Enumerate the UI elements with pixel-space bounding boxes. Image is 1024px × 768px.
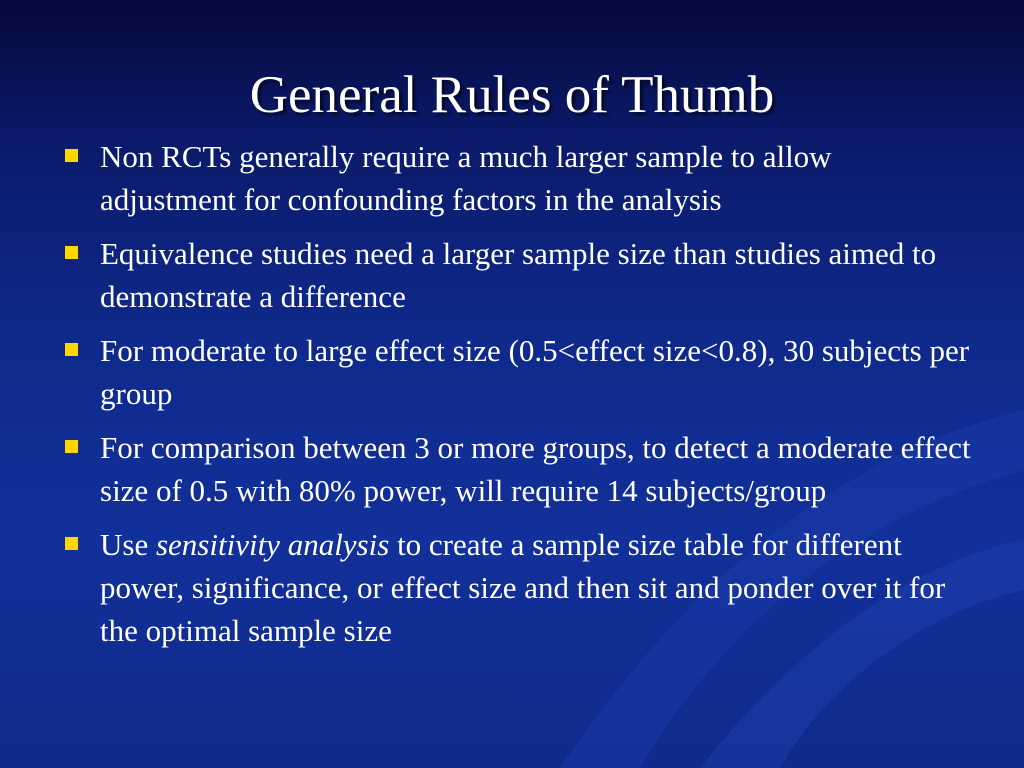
bullet-list (62, 135, 972, 663)
bullet-text: Equivalence studies need a larger sample size than studies aimed to demonstrate a difference (100, 236, 937, 314)
bullet-item (62, 426, 972, 512)
bullet-emphasis: sensitivity analysis (155, 527, 390, 562)
square-bullet-icon (65, 440, 78, 453)
bullet-text-post: to create a sample size table for different power, significance, or effect size and then sit and ponder over it for the optimal sample size (100, 527, 946, 648)
bullet-text-pre: Use (100, 527, 156, 562)
bullet-item (62, 523, 972, 652)
bullet-text: For comparison between 3 or more groups, to detect a moderate effect size of 0.5 with 80% power, will require 14 subjects/group (100, 430, 971, 508)
square-bullet-icon (65, 246, 78, 259)
bullet-item (62, 232, 972, 318)
bullet-item (62, 135, 972, 221)
bullet-text: For moderate to large effect size (0.5<effect size<0.8), 30 subjects per group (100, 333, 970, 411)
bullet-text: Non RCTs generally require a much larger sample to allow adjustment for confounding factors in the analysis (100, 139, 832, 217)
square-bullet-icon (65, 537, 78, 550)
square-bullet-icon (65, 149, 78, 162)
bullet-item (62, 329, 972, 415)
square-bullet-icon (65, 343, 78, 356)
slide-title: General Rules of Thumb (249, 66, 775, 124)
